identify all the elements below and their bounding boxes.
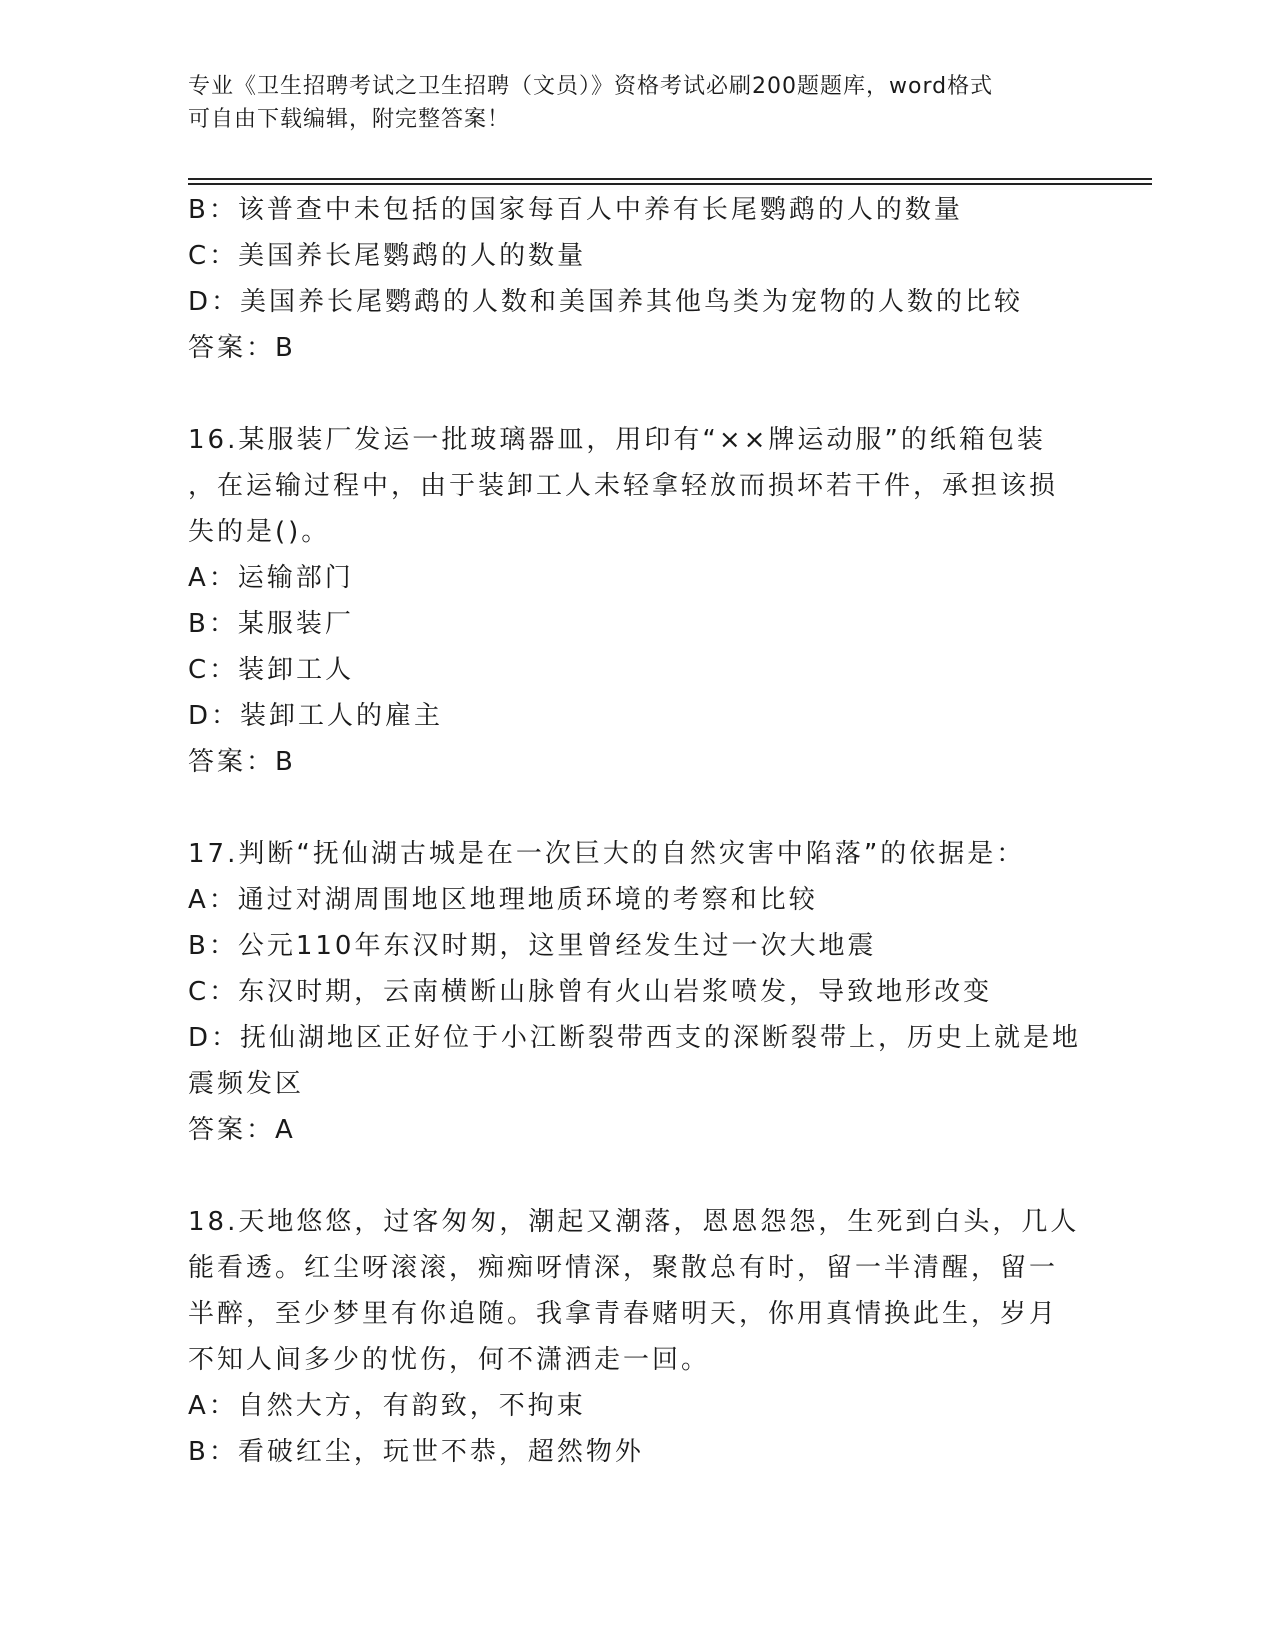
question-15 [188,187,1088,371]
option-c: C：美国养长尾鹦鹉的人的数量 [188,241,587,271]
header-line-1: 专业《卫生招聘考试之卫生招聘（文员）》资格考试必刷200题题库，word格式 [188,74,994,99]
option-c: C：装卸工人 [188,655,355,685]
option-a: A：自然大方，有韵致，不拘束 [188,1391,586,1421]
question-text-line: 16.某服装厂发运一批玻璃器皿，用印有“××牌运动服”的纸箱包装 [188,425,1046,455]
question-list [188,187,1088,1475]
header-divider-top [188,178,1152,180]
option-a: A：通过对湖周围地区地理地质环境的考察和比较 [188,885,818,915]
question-text-line: 半醉，至少梦里有你追随。我拿青春赌明天，你用真情换此生，岁月 [188,1299,1059,1329]
header-line-2: 可自由下载编辑，附完整答案！ [188,107,511,132]
option-d-continued: 震频发区 [188,1069,305,1099]
option-b: B：该普查中未包括的国家每百人中养有长尾鹦鹉的人的数量 [188,195,963,225]
question-text-line: 能看透。红尘呀滚滚，痴痴呀情深，聚散总有时，留一半清醒，留一 [188,1253,1059,1283]
question-text-line: ，在运输过程中，由于装卸工人未轻拿轻放而损坏若干件，承担该损 [188,471,1059,501]
header-divider-bottom [188,183,1152,185]
option-d: D：美国养长尾鹦鹉的人数和美国养其他鸟类为宠物的人数的比较 [188,287,1024,317]
option-b: B：某服装厂 [188,609,354,639]
question-text-line: 18.天地悠悠，过客匆匆，潮起又潮落，恩恩怨怨，生死到白头，几人 [188,1207,1080,1237]
option-c: C：东汉时期，云南横断山脉曾有火山岩浆喷发，导致地形改变 [188,977,993,1007]
option-d: D：抚仙湖地区正好位于小江断裂带西支的深断裂带上，历史上就是地 [188,1023,1082,1053]
answer: 答案：B [188,333,296,363]
document-header [188,70,1088,136]
answer: 答案：A [188,1115,296,1145]
question-text-line: 不知人间多少的忧伤，何不潇洒走一回。 [188,1345,711,1375]
answer: 答案：B [188,747,296,777]
question-17 [188,831,1088,1153]
question-18 [188,1199,1088,1475]
question-16 [188,417,1088,785]
question-text-line: 失的是()。 [188,517,331,547]
option-d: D：装卸工人的雇主 [188,701,444,731]
option-b: B：看破红尘，玩世不恭，超然物外 [188,1437,644,1467]
question-text-line: 17.判断“抚仙湖古城是在一次巨大的自然灾害中陷落”的依据是： [188,839,1026,869]
option-a: A：运输部门 [188,563,354,593]
option-b: B：公元110年东汉时期，这里曾经发生过一次大地震 [188,931,877,961]
